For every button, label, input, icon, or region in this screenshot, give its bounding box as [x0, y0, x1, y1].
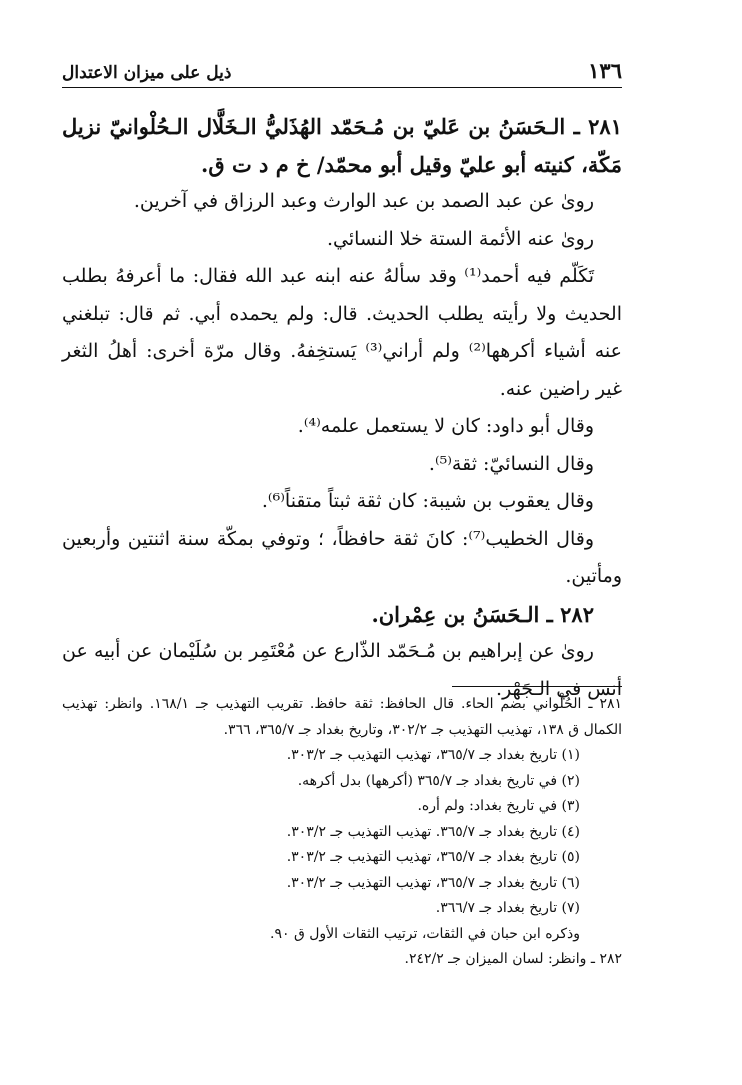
page-header: [62, 58, 622, 88]
footnote-281: ٢٨١ ـ الحُلْواني بضم الحاء. قال الحافظ: ثقة حافظ. تقريب التهذيب جـ ١٦٨/١. وانظر: تهذيب الكمال ق ١٣٨، تهذيب التهذيب جـ ٣٠٢/٢، وتاريخ بغداد جـ ٣٦٥/٧، ٣٦٦.: [62, 696, 622, 738]
footnote-item: (١) تاريخ بغداد جـ ٣٦٥/٧، تهذيب التهذيب جـ ٣٠٣/٢.: [286, 747, 580, 763]
footnote-item: (٥) تاريخ بغداد جـ ٣٦٥/٧، تهذيب التهذيب جـ ٣٠٣/٢.: [286, 849, 580, 865]
footnote-item: (٤) تاريخ بغداد جـ ٣٦٥/٧. تهذيب التهذيب جـ ٣٠٣/٢.: [286, 823, 580, 840]
entry-281-paragraph: رویٰ عنه الأئمة الستة خلا النسائي.: [327, 227, 594, 250]
footnote-item: (٢) في تاريخ بغداد جـ ٣٦٥/٧ (أكرهها) بدل أكرهه.: [297, 772, 580, 789]
footnote-item: (٦) تاريخ بغداد جـ ٣٦٥/٧، تهذيب التهذيب جـ ٣٠٣/٢.: [286, 874, 580, 891]
entry-281-paragraph: وقال الخطيب⁽⁷⁾: كانَ ثقة حافظاً، ؛ وتوفي بمكّة سنة اثنتين وأربعين ومأتين.: [62, 527, 622, 587]
main-text: [62, 108, 622, 708]
footnote-item: وذكره ابن حبان في الثقات، ترتيب الثقات الأول ق ٩٠.: [270, 925, 580, 942]
entry-281-paragraph: وقال أبو داود: كان لا يستعمل علمه⁽⁴⁾.: [297, 415, 594, 437]
running-title: ذيل على ميزان الاعتدال: [62, 63, 232, 83]
page-number: ١٣٦: [588, 58, 622, 83]
footnote-item: (٣) في تاريخ بغداد: ولم أره.: [417, 798, 580, 814]
entry-281-paragraph: رویٰ عن عبد الصمد بن عبد الوارث وعبد الرزاق في آخرين.: [133, 190, 594, 212]
entry-282-paragraph: رویٰ عن إبراهيم بن مُـحَمّد الذّارع عن مُعْتَمِر بن سُلَيْمان عن أبيه عن أنس في الـجَهْر.: [62, 640, 622, 700]
footnotes: [62, 692, 622, 973]
entry-281-heading: ٢٨١ ـ الـحَسَنُ بن عَليّ بن مُـحَمّد الهُذَليُّ الـخَلَّال الـحُلْوانيّ نزيل مَكّة، كنيته أبو عليّ وقيل أبو محمّد/ خ م د ت ق.: [62, 114, 622, 177]
entry-281-paragraph: تَكَلّم فيه أحمد⁽¹⁾ وقد سألهُ عنه ابنه عبد الله فقال: ما أعرفهُ بطلب الحديث ولا رأيته يطلب الحديث. قال: ولم يحمده أبي. ثم قال: تبلغني عنه أشياء أكرهها⁽²⁾ ولم أراني⁽³⁾ يَستخِفهُ. وقال مرّة أخرى: أهلُ الثغر غير راضين عنه.: [62, 265, 622, 400]
footnote-282: ٢٨٢ ـ وانظر: لسان الميزان جـ ٢٤٢/٢.: [404, 951, 622, 967]
footnote-divider: [452, 686, 622, 687]
entry-282-heading: ٢٨٢ ـ الـحَسَنُ بن عِمْران.: [371, 601, 594, 627]
entry-281-paragraph: وقال النسائيّ: ثقة⁽⁵⁾.: [428, 452, 594, 475]
entry-281-paragraph: وقال يعقوب بن شيبة: كان ثقة ثبتاً متقناً⁽⁶⁾.: [261, 490, 594, 512]
footnote-item: (٧) تاريخ بغداد جـ ٣٦٦/٧.: [435, 900, 580, 916]
